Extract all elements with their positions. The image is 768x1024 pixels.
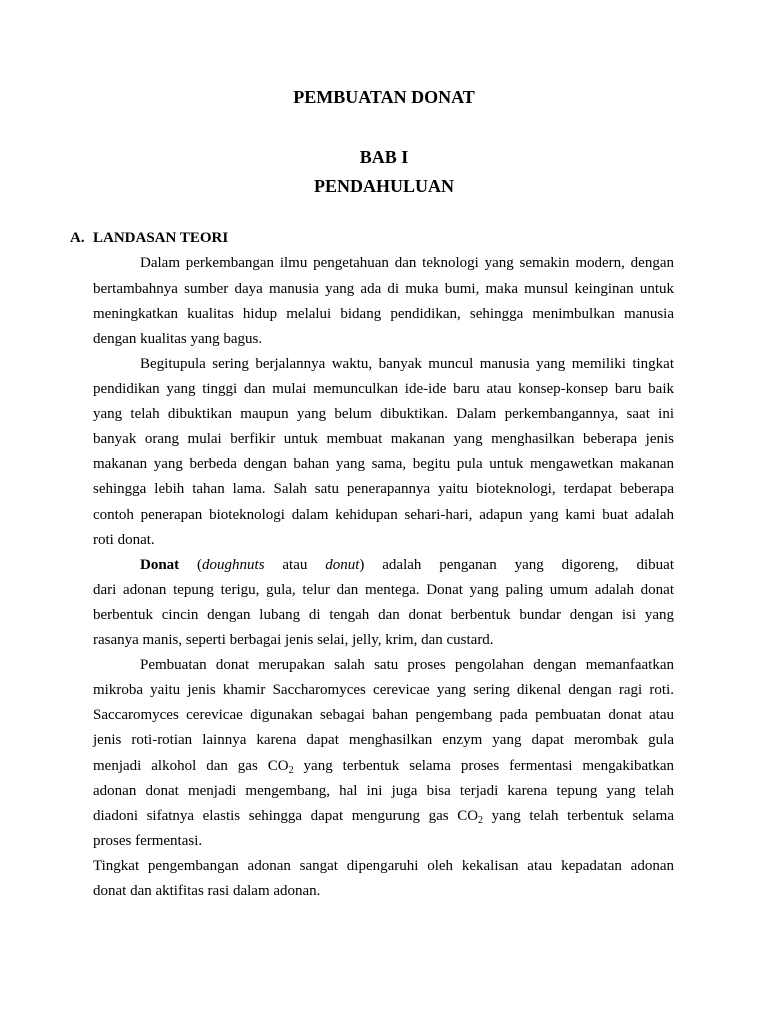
text-segment: diadoni sifatnya elastis sehingga dapat mengurung gas CO (93, 807, 479, 824)
paragraph-line (93, 804, 674, 829)
subscript: 2 (478, 814, 484, 826)
text-segment: ( (179, 556, 203, 573)
italic-term: doughnuts (202, 556, 265, 573)
paragraph-line (93, 754, 674, 779)
paragraph-line: sehingga lebih tahan lama. Salah satu penerapannya yaitu bioteknologi, terdapat beberapa (93, 481, 674, 498)
paragraph-line: mikroba yaitu jenis khamir Saccharomyces cerevicae yang sering dikenal dengan ragi roti. (93, 682, 674, 699)
paragraph-line: makanan yang berbeda dengan bahan yang sama, begitu pula untuk mengawetkan makanan (93, 456, 674, 473)
paragraph-line: contoh penerapan bioteknologi dalam kehidupan sehari-hari, adapun yang kami buat adalah (93, 506, 674, 523)
paragraph-line: roti donat. (93, 531, 155, 548)
paragraph (93, 653, 674, 854)
section-heading (70, 226, 674, 251)
document-title: PEMBUATAN DONAT (293, 87, 475, 107)
paragraph-line: yang telah dibuktikan maupun yang belum dibuktikan. Dalam perkembangannya, saat ini (93, 406, 674, 423)
paragraph-line: meningkatkan kualitas hidup melalui bidang pendidikan, sehingga menimbulkan manusia (93, 305, 674, 322)
paragraph-line: donat dan aktifitas rasi dalam adonan. (93, 883, 321, 900)
paragraph-line: adonan donat menjadi mengembang, hal ini juga bisa terjadi karena tepung yang telah (93, 782, 674, 799)
paragraph-line: banyak orang mulai berfikir untuk membuat makanan yang menghasilkan beberapa jenis (93, 431, 674, 448)
paragraph (93, 352, 674, 553)
paragraph-line: Tingkat pengembangan adonan sangat dipengaruhi oleh kekalisan atau kepadatan adonan (93, 858, 674, 875)
document-body (70, 226, 674, 904)
text-segment: ) adalah penganan yang digoreng, dibuat (359, 556, 674, 573)
chapter-title: PENDAHULUAN (313, 176, 454, 196)
text-segment: yang terbentuk selama proses fermentasi mengakibatkan (293, 757, 674, 774)
chapter-number: BAB I (359, 147, 409, 167)
paragraph-line: dari adonan tepung terigu, gula, telur dan mentega. Donat yang paling umum adalah donat (93, 581, 674, 598)
paragraph-line: Dalam perkembangan ilmu pengetahuan dan teknologi yang semakin modern, dengan (140, 255, 674, 272)
paragraph-line: pendidikan yang tinggi dan mulai memunculkan ide-ide baru atau konsep-konsep baru baik (93, 380, 674, 397)
paragraph (93, 553, 674, 653)
paragraph-line: Pembuatan donat merupakan salah satu proses pengolahan dengan memanfaatkan (140, 657, 674, 674)
paragraph-line: proses fermentasi. (93, 832, 203, 849)
text-segment: yang telah terbentuk selama (483, 807, 674, 824)
paragraph-line: jenis roti-rotian lainnya karena dapat menghasilkan enzym yang dapat merombak gula (93, 732, 674, 749)
italic-term: donut (325, 556, 360, 573)
paragraph (93, 854, 674, 904)
paragraph (93, 251, 674, 351)
paragraph-line: dengan kualitas yang bagus. (93, 330, 263, 347)
paragraph-line: rasanya manis, seperti berbagai jenis selai, jelly, krim, dan custard. (93, 632, 494, 649)
section-number: A. (70, 230, 85, 247)
subscript: 2 (288, 764, 294, 776)
section-title: LANDASAN TEORI (93, 230, 229, 247)
paragraph-line: berbentuk cincin dengan lubang di tengah dan donat berbentuk bundar dengan isi yang (93, 606, 674, 623)
bold-term: Donat (140, 556, 180, 573)
text-segment: menjadi alkohol dan gas CO (93, 757, 289, 774)
text-segment: atau (264, 556, 326, 573)
paragraph-line (93, 553, 674, 578)
paragraph-line: bertambahnya sumber daya manusia yang ada di muka bumi, maka munsul keinginan untuk (93, 280, 674, 297)
paragraph-line: Saccaromyces cerevicae digunakan sebagai bahan pengembang pada pembuatan donat atau (93, 707, 674, 724)
paragraph-line: Begitupula sering berjalannya waktu, banyak muncul manusia yang memiliki tingkat (140, 355, 674, 372)
